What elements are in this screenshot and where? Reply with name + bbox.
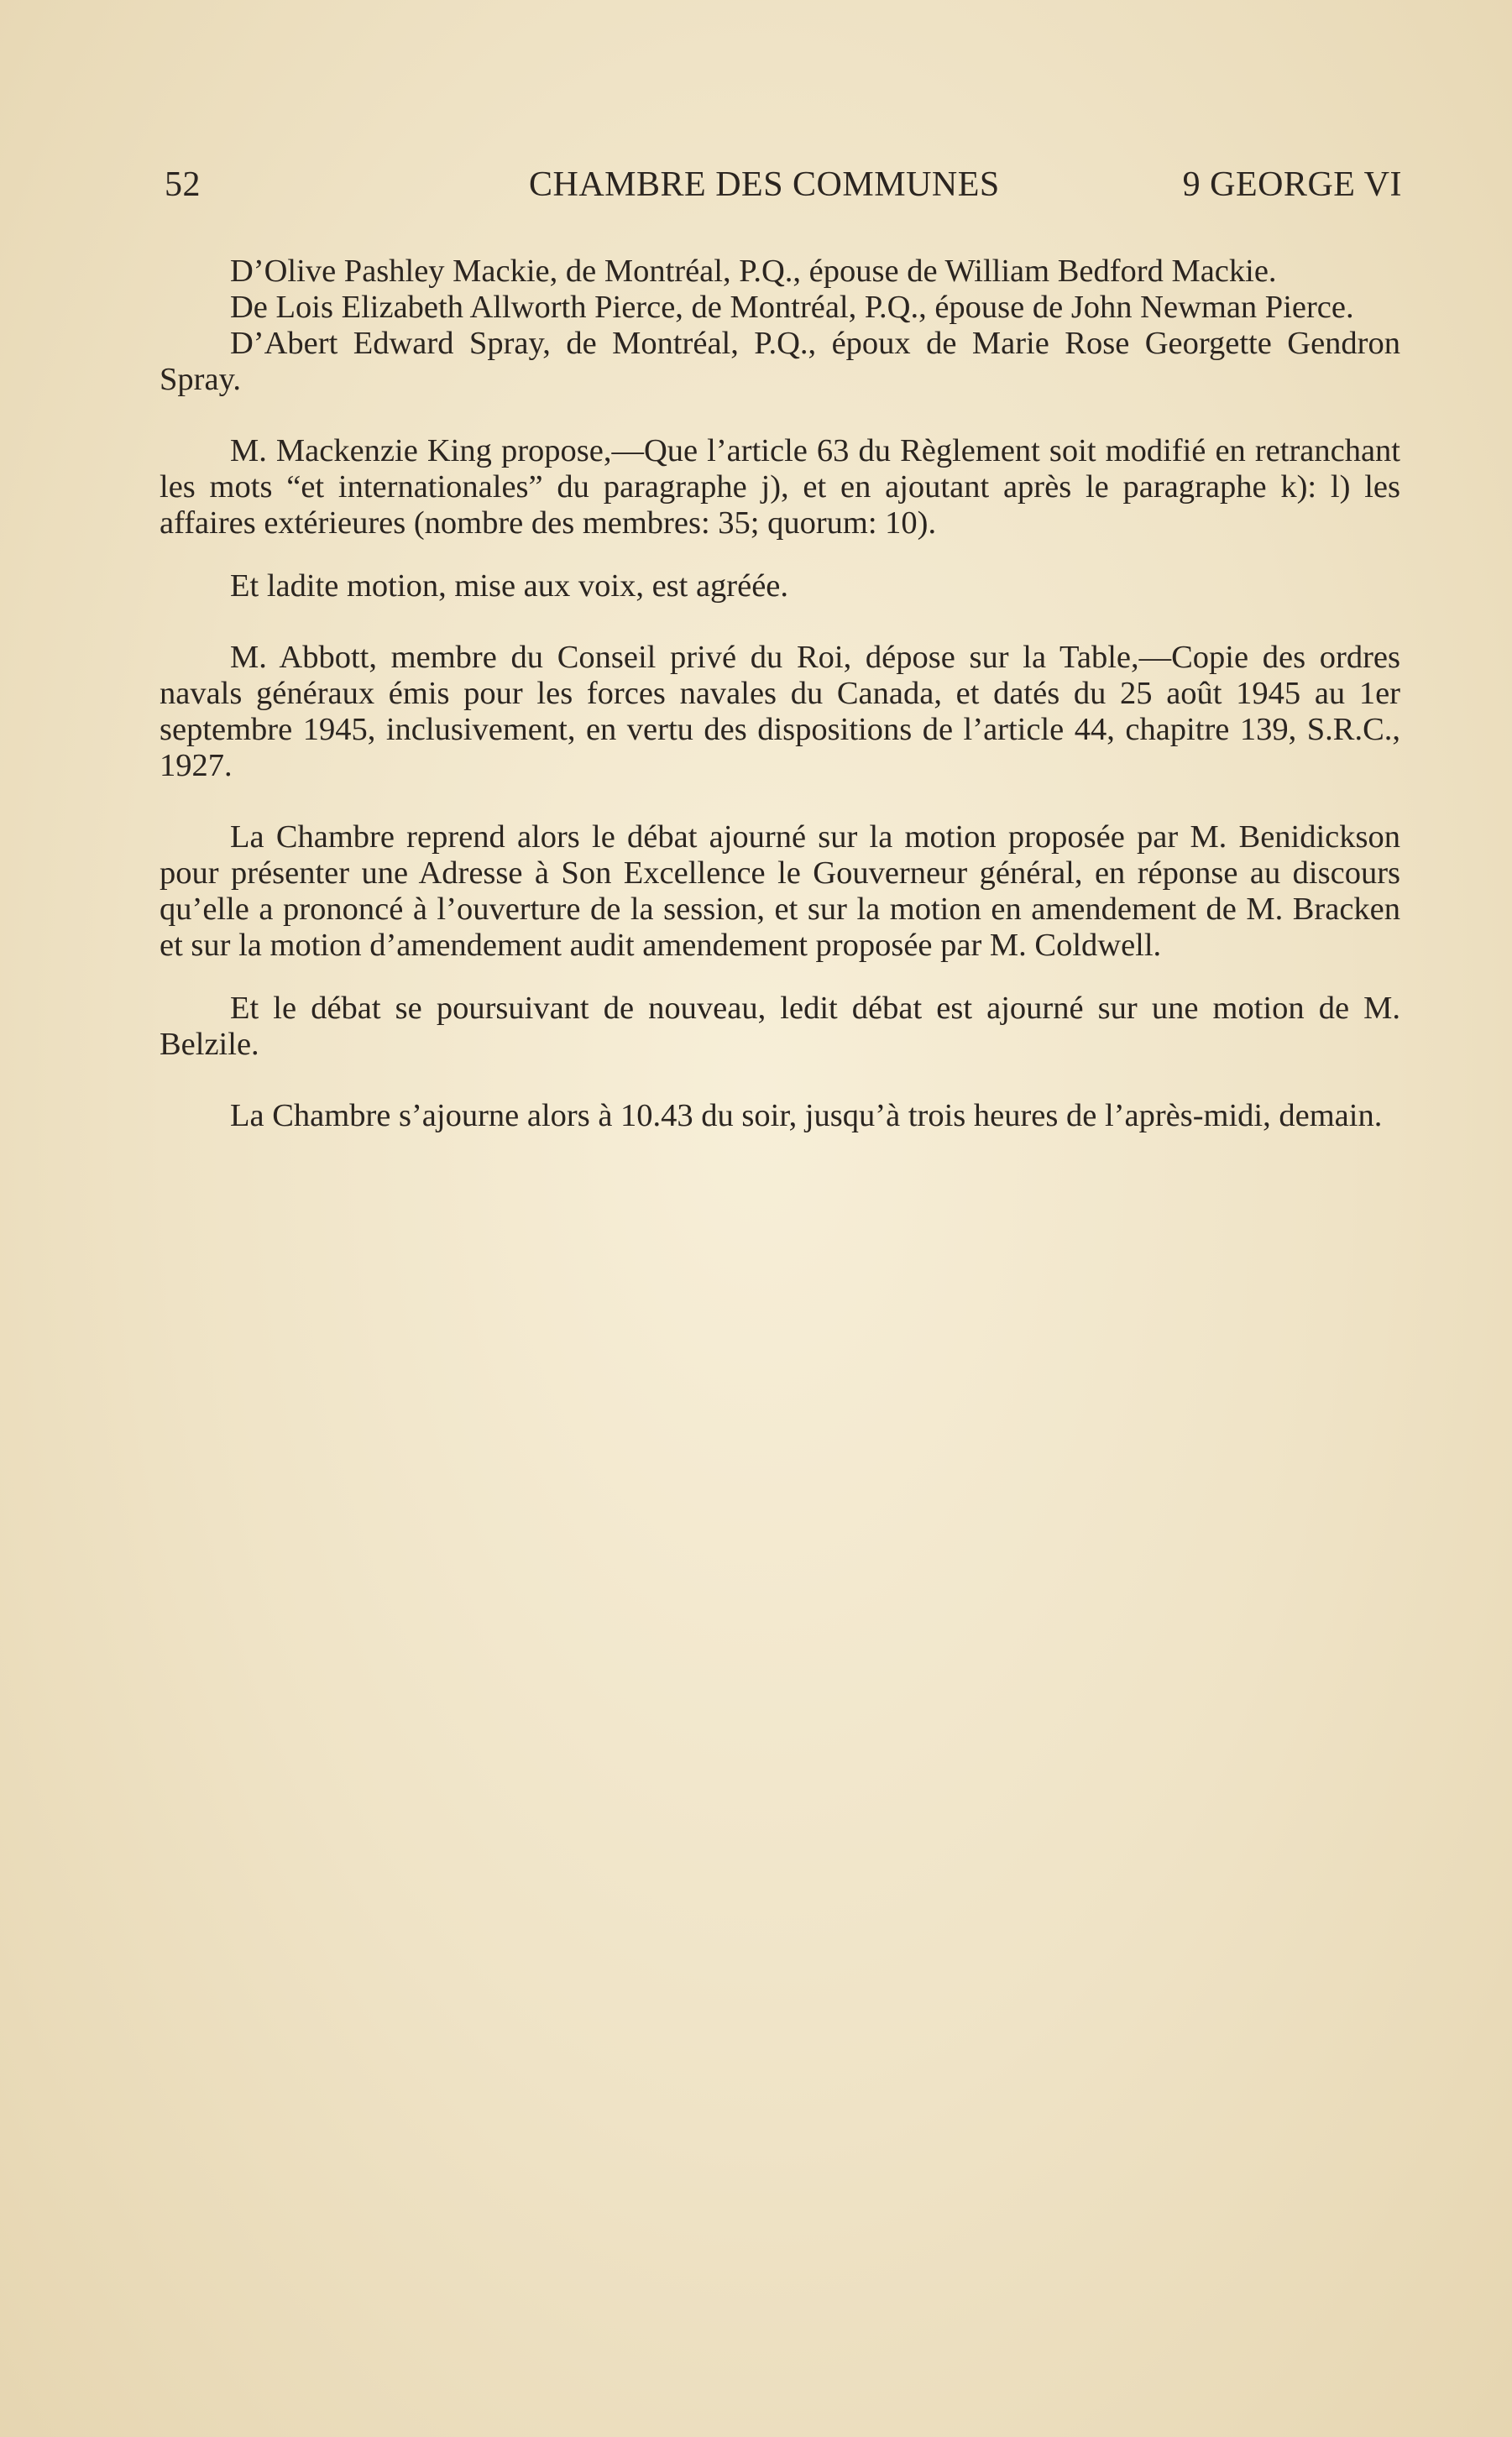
debate-adjourned: Et le débat se poursuivant de nouveau, ledit débat est ajourné sur une motion de M. Belzile. xyxy=(160,991,1400,1062)
petition-spray: D’Abert Edward Spray, de Montréal, P.Q., époux de Marie Rose Georgette Gendron Spray. xyxy=(160,326,1400,397)
tabling-abbott: M. Abbott, membre du Conseil privé du Roi, dépose sur la Table,—Copie des ordres navals généraux émis pour les forces navales du Canada, et datés du 25 août 1945 au 1er septembre 1945, inclusivement, en vertu des dispositions de l’article 44, chapitre 139, S.R.C., 1927. xyxy=(160,640,1400,783)
motion-king: M. Mackenzie King propose,—Que l’article 63 du Règlement soit modifié en retranchant les mots “et internationales” du paragraphe j), et en ajoutant après le paragraphe k): l) les affaires extérieures (nombre des membres: 35; quorum: 10). xyxy=(160,433,1400,541)
motion-agreed: Et ladite motion, mise aux voix, est agréée. xyxy=(230,568,789,604)
house-adjourns: La Chambre s’ajourne alors à 10.43 du soir, jusqu’à trois heures de l’après-midi, demain. xyxy=(230,1098,1383,1133)
journal-title: CHAMBRE DES COMMUNES xyxy=(529,165,1000,204)
running-head xyxy=(165,160,1402,210)
journal-body xyxy=(160,254,1400,1134)
petition-mackie: D’Olive Pashley Mackie, de Montréal, P.Q., épouse de William Bedford Mackie. xyxy=(230,254,1277,289)
petition-pierce: De Lois Elizabeth Allworth Pierce, de Montréal, P.Q., épouse de John Newman Pierce. xyxy=(230,290,1354,325)
regnal-year: 9 GEORGE VI xyxy=(1182,165,1402,204)
debate-resumed: La Chambre reprend alors le débat ajourné sur la motion proposée par M. Benidickson pour présenter une Adresse à Son Excellence le Gouverneur général, en réponse au discours qu’elle a prononcé à l’ouverture de la session, et sur la motion en amendement de M. Bracken et sur la motion d’amendement audit amendement proposée par M. Coldwell. xyxy=(160,819,1400,963)
page-number: 52 xyxy=(165,165,201,204)
